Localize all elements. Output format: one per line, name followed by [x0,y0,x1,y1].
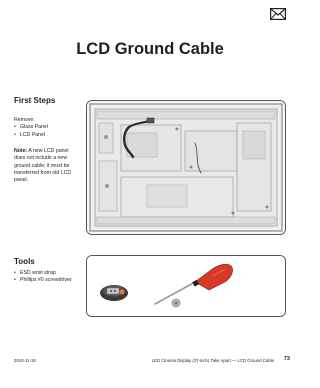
page-number: 73 [283,356,290,362]
tools-heading: Tools [14,257,35,266]
footer-doc-title: LED Cinema Display (27-inch) Take Apart — LCD Ground Cable [151,358,274,363]
lcd-panel-illustration [87,101,285,234]
page-title: LCD Ground Cable [76,40,224,58]
esd-strap-icon [100,285,128,301]
remove-block [14,117,84,139]
note-paragraph [14,148,78,184]
tools-list [14,270,72,285]
remove-label: Remove: [14,117,35,123]
remove-list [14,124,84,139]
list-item: • LCD Panel [14,132,84,139]
list-item: • ESD wrist strap [14,270,72,277]
lcd-panel-photo [86,100,286,235]
screw-icon [172,299,180,307]
footer-date: 2010-11-18 [14,358,36,363]
note-text: A new LCD panel does not include a new ground cable; it must be transferred from old LCD panel. [14,148,72,184]
tools-photo [86,255,286,317]
list-item: • Phillips #0 screwdriver [14,277,72,284]
tools-illustration [87,256,285,316]
note-label: Note: [14,148,28,154]
first-steps-heading: First Steps [14,96,56,105]
mail-icon[interactable] [270,8,286,20]
list-item: • Glass Panel [14,124,84,131]
